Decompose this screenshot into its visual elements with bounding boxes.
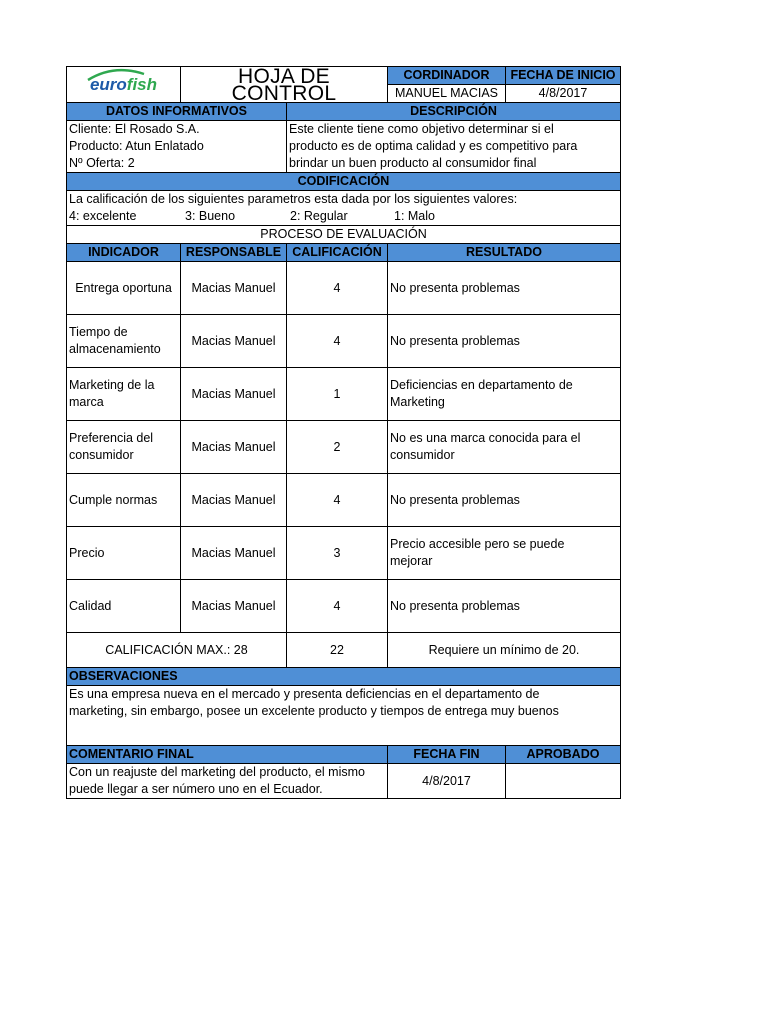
indicator-cell: Cumple normas <box>67 474 181 527</box>
col-responsible: RESPONSABLE <box>181 244 287 262</box>
value-bad: 1: Malo <box>394 209 435 223</box>
control-table <box>66 66 621 799</box>
product: Producto: Atun Enlatado <box>69 139 204 153</box>
rating-cell: 4 <box>287 474 388 527</box>
swoosh-icon <box>84 68 148 82</box>
responsible-cell: Macias Manuel <box>181 474 287 527</box>
observation-line: marketing, sin embargo, posee un excelente producto y tiempos de entrega muy buenos <box>69 704 559 718</box>
logo-fish-text: fish <box>126 74 158 94</box>
table-row <box>67 368 621 421</box>
description-line: brindar un buen producto al consumidor final <box>289 156 537 170</box>
table-row <box>67 580 621 633</box>
requirement-note: Requiere un mínimo de 20. <box>388 633 621 668</box>
responsible-cell: Macias Manuel <box>181 315 287 368</box>
logo <box>67 67 181 103</box>
offer-number: Nº Oferta: 2 <box>69 156 135 170</box>
indicator-cell: Marketing de la marca <box>67 368 181 421</box>
coordinator-label: CORDINADOR <box>388 67 506 85</box>
description-block <box>287 121 621 173</box>
indicator-cell: Preferencia del consumidor <box>67 421 181 474</box>
indicator-cell: Tiempo de almacenamiento <box>67 315 181 368</box>
result-cell: No es una marca conocida para el consumidor <box>388 421 621 474</box>
result-cell: No presenta problemas <box>388 315 621 368</box>
max-rating: CALIFICACIÓN MAX.: 28 <box>67 633 287 668</box>
value-good: 3: Bueno <box>185 209 236 223</box>
table-row <box>67 474 621 527</box>
col-indicator: INDICADOR <box>67 244 181 262</box>
eurofish-logo <box>90 75 157 95</box>
coordinator-value: MANUEL MACIAS <box>388 85 506 103</box>
rating-cell: 4 <box>287 315 388 368</box>
info-block <box>67 121 287 173</box>
control-sheet <box>66 66 620 799</box>
client: Cliente: El Rosado S.A. <box>69 122 200 136</box>
value-excellent: 4: excelente <box>69 209 137 223</box>
approved-label: APROBADO <box>506 746 621 764</box>
start-date-value: 4/8/2017 <box>506 85 621 103</box>
description-line: Este cliente tiene como objetivo determinar si el <box>289 122 554 136</box>
indicator-cell: Calidad <box>67 580 181 633</box>
codification-text: La calificación de los siguientes parametros esta dada por los siguientes valores: <box>69 192 518 206</box>
codification-values <box>69 208 618 225</box>
table-row <box>67 315 621 368</box>
result-cell: Precio accesible pero se puede mejorar <box>388 527 621 580</box>
observations-label: OBSERVACIONES <box>67 668 621 686</box>
codification-label: CODIFICACIÓN <box>67 173 621 191</box>
rating-cell: 2 <box>287 421 388 474</box>
responsible-cell: Macias Manuel <box>181 368 287 421</box>
start-date-label: FECHA DE INICIO <box>506 67 621 85</box>
process-label: PROCESO DE EVALUACIÓN <box>67 226 621 244</box>
observations-text <box>67 686 621 746</box>
result-cell: No presenta problemas <box>388 580 621 633</box>
observation-line: Es una empresa nueva en el mercado y presenta deficiencias en el departamento de <box>69 687 540 701</box>
col-rating: CALIFICACIÓN <box>287 244 388 262</box>
table-row <box>67 527 621 580</box>
responsible-cell: Macias Manuel <box>181 262 287 315</box>
page-title: HOJA DE CONTROL <box>181 67 388 103</box>
info-label: DATOS INFORMATIVOS <box>67 103 287 121</box>
rating-cell: 4 <box>287 262 388 315</box>
table-row <box>67 262 621 315</box>
end-date-label: FECHA FIN <box>388 746 506 764</box>
responsible-cell: Macias Manuel <box>181 580 287 633</box>
value-regular: 2: Regular <box>290 209 348 223</box>
logo-euro-text: euro <box>89 74 127 94</box>
codification-block <box>67 191 621 226</box>
description-label: DESCRIPCIÓN <box>287 103 621 121</box>
rating-cell: 3 <box>287 527 388 580</box>
end-date-value: 4/8/2017 <box>388 764 506 799</box>
comment-line: Con un reajuste del marketing del producto, el mismo <box>69 765 365 779</box>
result-cell: No presenta problemas <box>388 474 621 527</box>
result-cell: No presenta problemas <box>388 262 621 315</box>
final-comment <box>67 764 388 799</box>
total-score: 22 <box>287 633 388 668</box>
col-result: RESULTADO <box>388 244 621 262</box>
indicator-cell: Entrega oportuna <box>67 262 181 315</box>
approved-value <box>506 764 621 799</box>
responsible-cell: Macias Manuel <box>181 421 287 474</box>
result-cell: Deficiencias en departamento de Marketing <box>388 368 621 421</box>
final-comment-label: COMENTARIO FINAL <box>67 746 388 764</box>
indicator-cell: Precio <box>67 527 181 580</box>
description-line: producto es de optima calidad y es competitivo para <box>289 139 578 153</box>
comment-line: puede llegar a ser número uno en el Ecuador. <box>69 782 323 796</box>
responsible-cell: Macias Manuel <box>181 527 287 580</box>
rating-cell: 4 <box>287 580 388 633</box>
table-row <box>67 421 621 474</box>
rating-cell: 1 <box>287 368 388 421</box>
